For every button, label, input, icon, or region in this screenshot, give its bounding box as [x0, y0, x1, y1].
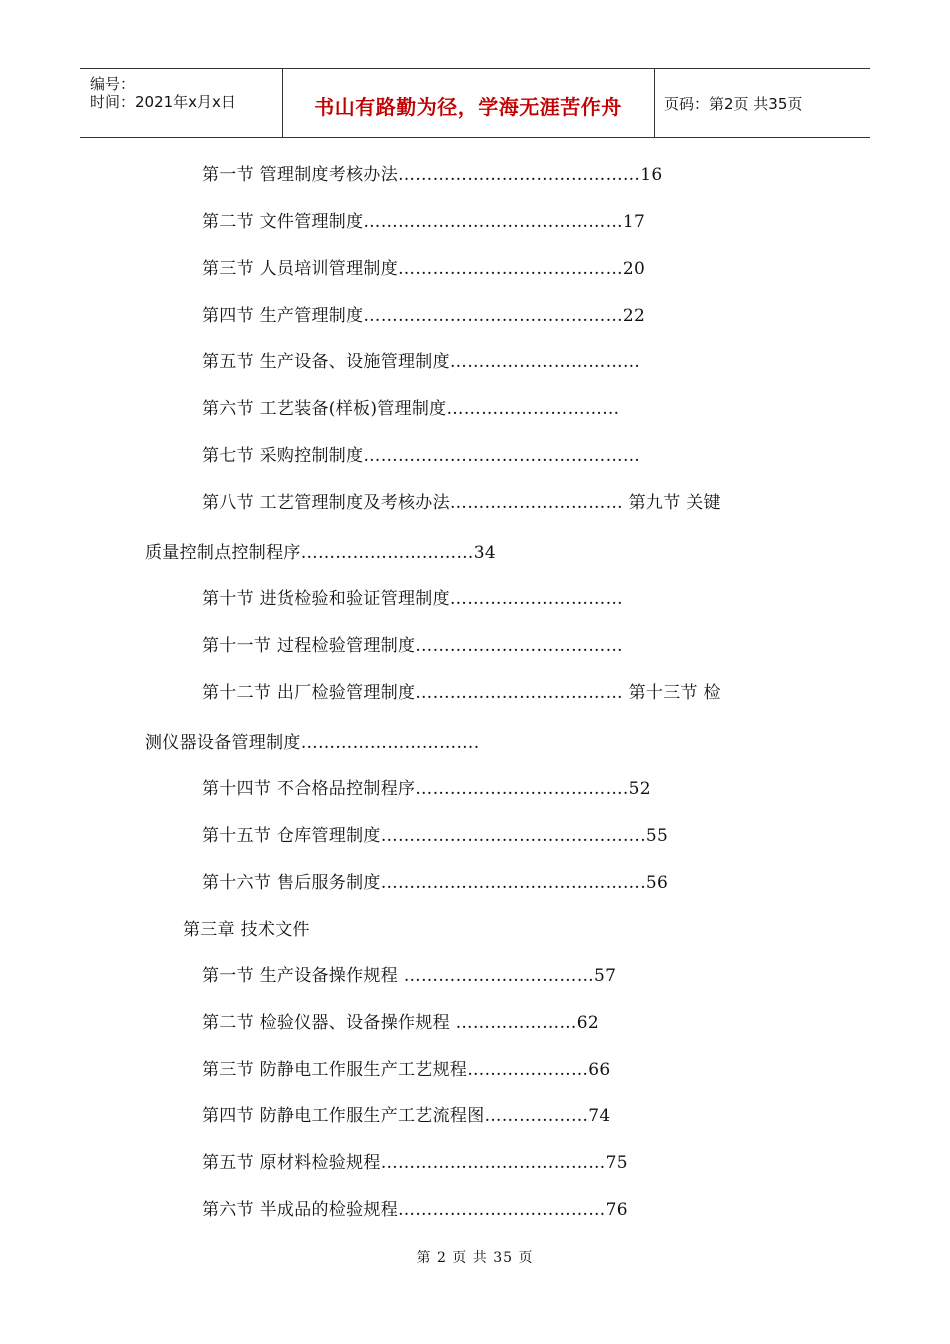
toc-entry-continued: 测仪器设备管理制度…………………………. — [145, 733, 480, 753]
toc-entry: 第八节 工艺管理制度及考核办法………………………… 第九节 关键 — [202, 493, 721, 513]
toc-entry: 第十四节 不合格品控制程序……………………………….52 — [202, 779, 651, 799]
toc-entry: 第四节 生产管理制度………………………………………22 — [202, 306, 646, 326]
toc-entry: 第五节 原材料检验规程…………………………………75 — [202, 1153, 628, 1173]
toc-entry: 第三节 防静电工作服生产工艺规程…………………66 — [202, 1060, 611, 1080]
doc-id-label: 编号： — [90, 75, 136, 93]
toc-entry-continued: 质量控制点控制程序…………………………34 — [145, 543, 496, 563]
toc-entry: 第二节 文件管理制度………………………………………17 — [202, 212, 646, 232]
toc-entry: 第十五节 仓库管理制度……………………………………….55 — [202, 826, 669, 846]
toc-entry: 第十节 进货检验和验证管理制度………………………… — [202, 589, 623, 609]
toc-entry: 第七节 采购控制制度………………………………………… — [202, 446, 641, 466]
toc-entry: 第二节 检验仪器、设备操作规程 …………………62 — [202, 1013, 599, 1033]
toc-entry: 第一节 管理制度考核办法……………………………………16 — [202, 165, 663, 185]
toc-entry: 第五节 生产设备、设施管理制度…………………………… — [202, 352, 641, 372]
toc-entry: 第十二节 出厂检验管理制度……………………………… 第十三节 检 — [202, 683, 721, 703]
toc-entry: 第四节 防静电工作服生产工艺流程图………………74 — [202, 1106, 611, 1126]
toc-entry: 第十一节 过程检验管理制度……………………………… — [202, 636, 623, 656]
header-left-cell — [80, 69, 283, 137]
toc-entry: 第六节 半成品的检验规程………………………………76 — [202, 1200, 628, 1220]
toc-entry: 第十六节 售后服务制度……………………………………….56 — [202, 873, 669, 893]
header-page-number: 页码：第2页 共35页 — [664, 95, 803, 113]
page-footer: 第 2 页 共 35 页 — [416, 1250, 534, 1266]
header-middle-cell — [282, 69, 655, 137]
toc-entry: 第六节 工艺装备(样板)管理制度………………………… — [202, 399, 620, 419]
toc-entry: 第三节 人员培训管理制度…………………………………20 — [202, 259, 646, 279]
doc-time-label: 时间：2021年x月x日 — [90, 93, 236, 111]
page-header — [80, 68, 870, 138]
toc-chapter-heading: 第三章 技术文件 — [183, 920, 310, 940]
header-right-cell — [654, 69, 870, 137]
header-motto: 书山有路勤为径，学海无涯苦作舟 — [314, 95, 622, 119]
toc-entry: 第一节 生产设备操作规程 ……………………………57 — [202, 966, 617, 986]
